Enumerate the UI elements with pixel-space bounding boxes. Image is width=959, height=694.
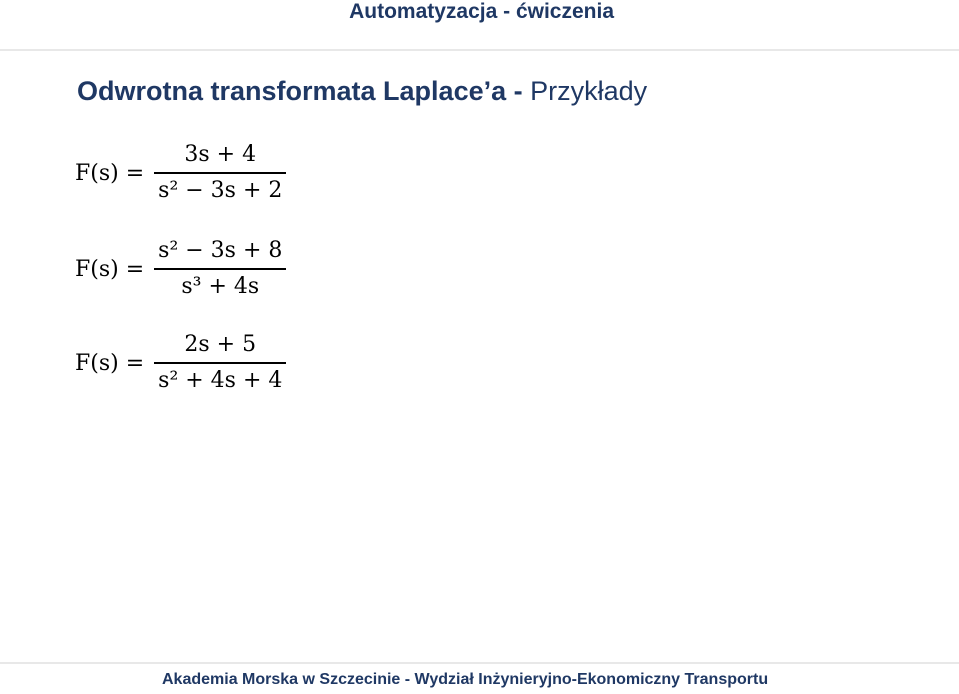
slide-title-main: Odwrotna transformata Laplace’a [77, 76, 507, 106]
slide-title-separator: - [506, 76, 531, 106]
header-title: Automatyzacja - ćwiczenia [349, 0, 614, 23]
fraction-numerator: s² − 3s + 8 [158, 238, 283, 263]
fraction-bar [154, 362, 286, 364]
equation-lhs: F(s) = [75, 160, 145, 186]
fraction-numerator: 2s + 5 [184, 332, 257, 357]
footer-divider [0, 662, 959, 664]
slide-title [77, 76, 647, 107]
fraction-denominator: s² − 3s + 2 [158, 178, 283, 203]
fraction [154, 236, 286, 302]
fraction-bar [154, 268, 286, 270]
footer-text: Akademia Morska w Szczecinie - Wydział Inżynieryjno-Ekonomiczny Transportu [162, 671, 769, 688]
fraction-bar [154, 172, 286, 174]
equation-1 [75, 140, 286, 206]
header-divider [0, 49, 959, 51]
equation-2 [75, 236, 286, 302]
equation-lhs: F(s) = [75, 256, 145, 282]
fraction-denominator: s² + 4s + 4 [158, 368, 283, 393]
equation-3 [75, 330, 286, 396]
fraction [154, 330, 286, 396]
fraction-denominator: s³ + 4s [181, 274, 260, 299]
slide-title-subtitle: Przykłady [530, 76, 648, 106]
equation-lhs: F(s) = [75, 350, 145, 376]
fraction [154, 140, 286, 206]
fraction-numerator: 3s + 4 [184, 142, 257, 167]
